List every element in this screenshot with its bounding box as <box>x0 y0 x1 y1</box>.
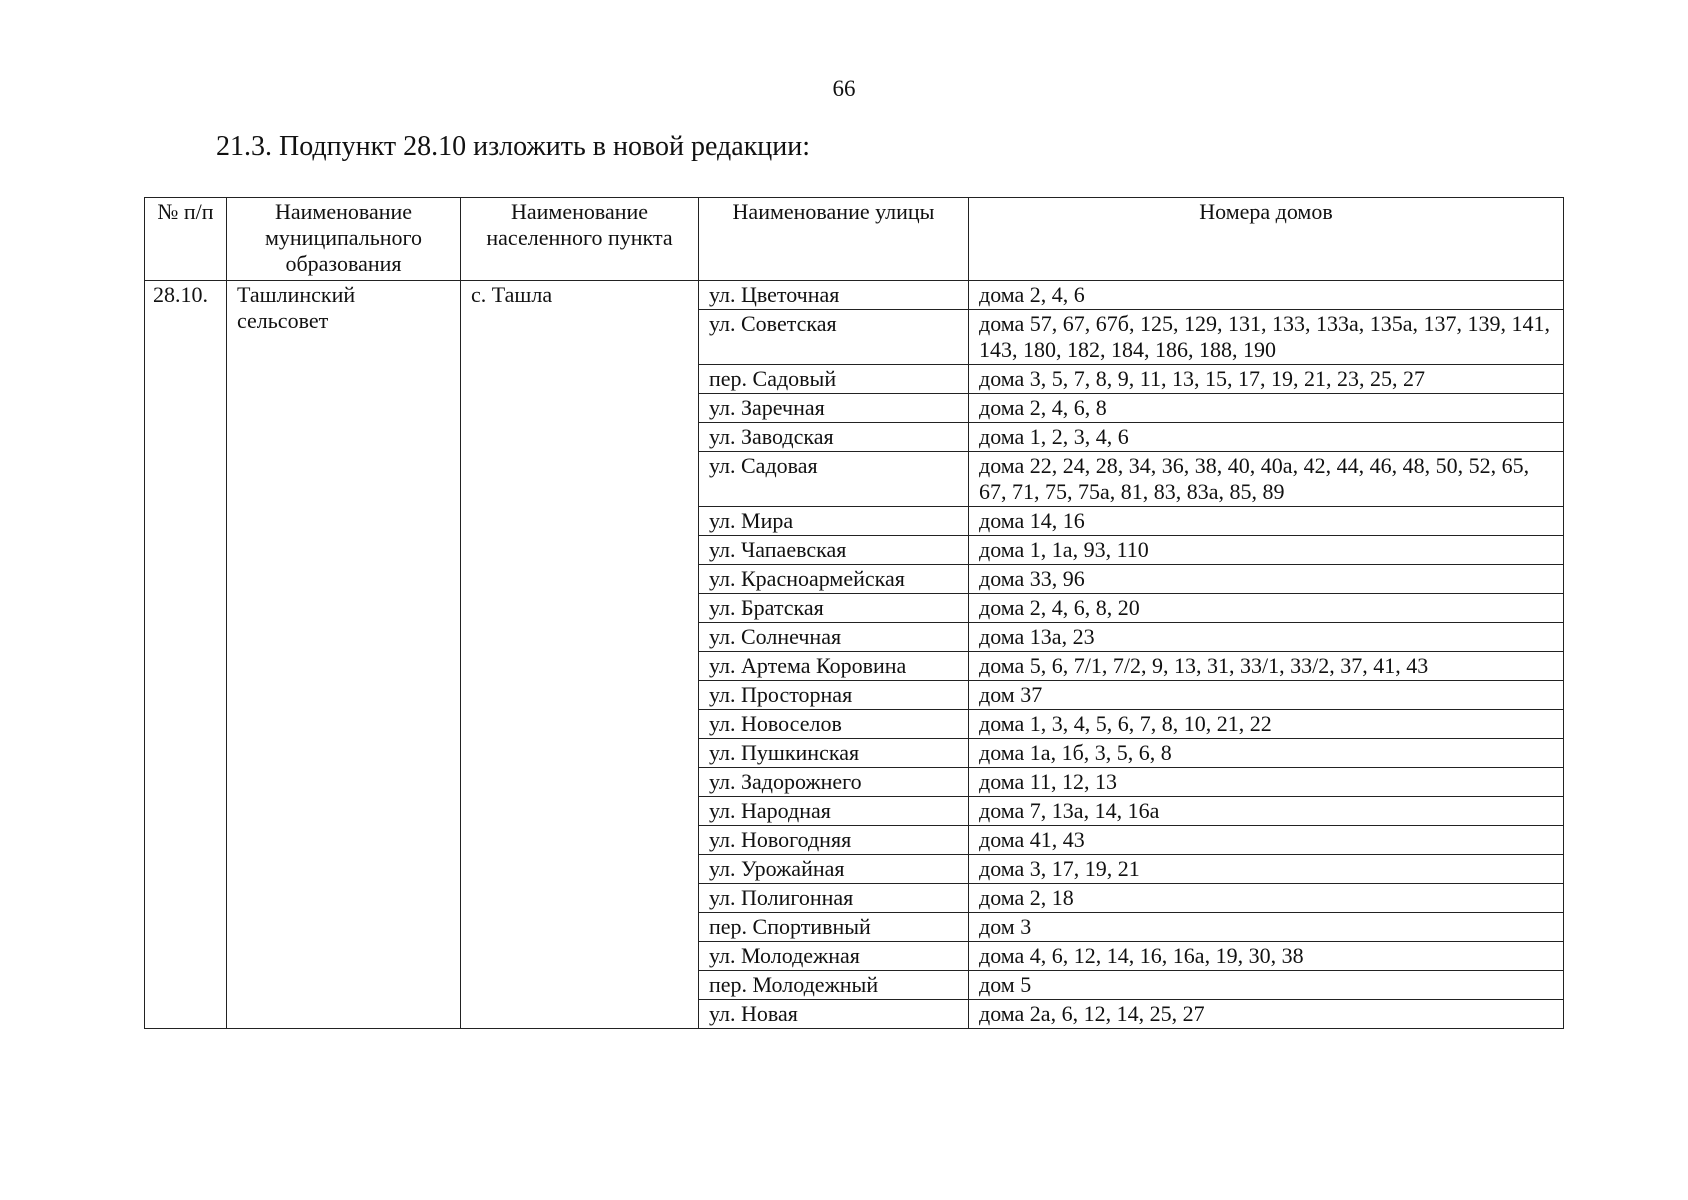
street-cell: ул. Просторная <box>699 681 969 710</box>
houses-cell: дома 57, 67, 67б, 125, 129, 131, 133, 133а, 135а, 137, 139, 141, 143, 180, 182, 184, 186, 188, 190 <box>969 310 1564 365</box>
houses-cell: дом 37 <box>969 681 1564 710</box>
houses-cell: дома 2, 4, 6, 8, 20 <box>969 594 1564 623</box>
header-municipality: Наименование муниципального образования <box>227 198 461 281</box>
table-header-row <box>145 198 1564 281</box>
address-table <box>144 197 1564 1029</box>
settlement-cell: с. Ташла <box>461 281 699 1029</box>
street-cell: ул. Советская <box>699 310 969 365</box>
houses-cell: дома 13а, 23 <box>969 623 1564 652</box>
houses-cell: дома 33, 96 <box>969 565 1564 594</box>
street-cell: ул. Новогодняя <box>699 826 969 855</box>
houses-cell: дома 2а, 6, 12, 14, 25, 27 <box>969 1000 1564 1029</box>
houses-cell: дома 1, 2, 3, 4, 6 <box>969 423 1564 452</box>
page-number: 66 <box>832 76 856 101</box>
houses-cell: дома 2, 18 <box>969 884 1564 913</box>
street-cell: ул. Садовая <box>699 452 969 507</box>
street-cell: ул. Заречная <box>699 394 969 423</box>
header-houses: Номера домов <box>969 198 1564 281</box>
table-row <box>145 281 1564 310</box>
section-heading: 21.3. Подпункт 28.10 изложить в новой редакции: <box>216 131 811 162</box>
header-number: № п/п <box>145 198 227 281</box>
entry-number-cell: 28.10. <box>145 281 227 1029</box>
street-cell: пер. Садовый <box>699 365 969 394</box>
table-body <box>145 281 1564 1029</box>
houses-cell: дома 2, 4, 6, 8 <box>969 394 1564 423</box>
houses-cell: дома 7, 13а, 14, 16а <box>969 797 1564 826</box>
street-cell: ул. Пушкинская <box>699 739 969 768</box>
street-cell: ул. Красноармейская <box>699 565 969 594</box>
houses-cell: дом 3 <box>969 913 1564 942</box>
street-cell: ул. Задорожнего <box>699 768 969 797</box>
street-cell: ул. Цветочная <box>699 281 969 310</box>
houses-cell: дома 3, 17, 19, 21 <box>969 855 1564 884</box>
houses-cell: дом 5 <box>969 971 1564 1000</box>
municipality-cell: Ташлинский сельсовет <box>227 281 461 1029</box>
houses-cell: дома 41, 43 <box>969 826 1564 855</box>
street-cell: пер. Молодежный <box>699 971 969 1000</box>
street-cell: ул. Братская <box>699 594 969 623</box>
street-cell: пер. Спортивный <box>699 913 969 942</box>
street-cell: ул. Солнечная <box>699 623 969 652</box>
houses-cell: дома 3, 5, 7, 8, 9, 11, 13, 15, 17, 19, 21, 23, 25, 27 <box>969 365 1564 394</box>
street-cell: ул. Урожайная <box>699 855 969 884</box>
houses-cell: дома 22, 24, 28, 34, 36, 38, 40, 40а, 42, 44, 46, 48, 50, 52, 65, 67, 71, 75, 75а, 81, 83, 83а, 85, 89 <box>969 452 1564 507</box>
street-cell: ул. Заводская <box>699 423 969 452</box>
header-street: Наименование улицы <box>699 198 969 281</box>
street-cell: ул. Артема Коровина <box>699 652 969 681</box>
houses-cell: дома 1а, 1б, 3, 5, 6, 8 <box>969 739 1564 768</box>
houses-cell: дома 11, 12, 13 <box>969 768 1564 797</box>
street-cell: ул. Полигонная <box>699 884 969 913</box>
street-cell: ул. Чапаевская <box>699 536 969 565</box>
houses-cell: дома 14, 16 <box>969 507 1564 536</box>
houses-cell: дома 1, 1а, 93, 110 <box>969 536 1564 565</box>
houses-cell: дома 2, 4, 6 <box>969 281 1564 310</box>
houses-cell: дома 4, 6, 12, 14, 16, 16а, 19, 30, 38 <box>969 942 1564 971</box>
houses-cell: дома 1, 3, 4, 5, 6, 7, 8, 10, 21, 22 <box>969 710 1564 739</box>
street-cell: ул. Молодежная <box>699 942 969 971</box>
street-cell: ул. Новоселов <box>699 710 969 739</box>
header-settlement: Наименование населенного пункта <box>461 198 699 281</box>
street-cell: ул. Народная <box>699 797 969 826</box>
street-cell: ул. Мира <box>699 507 969 536</box>
street-cell: ул. Новая <box>699 1000 969 1029</box>
houses-cell: дома 5, 6, 7/1, 7/2, 9, 13, 31, 33/1, 33/2, 37, 41, 43 <box>969 652 1564 681</box>
